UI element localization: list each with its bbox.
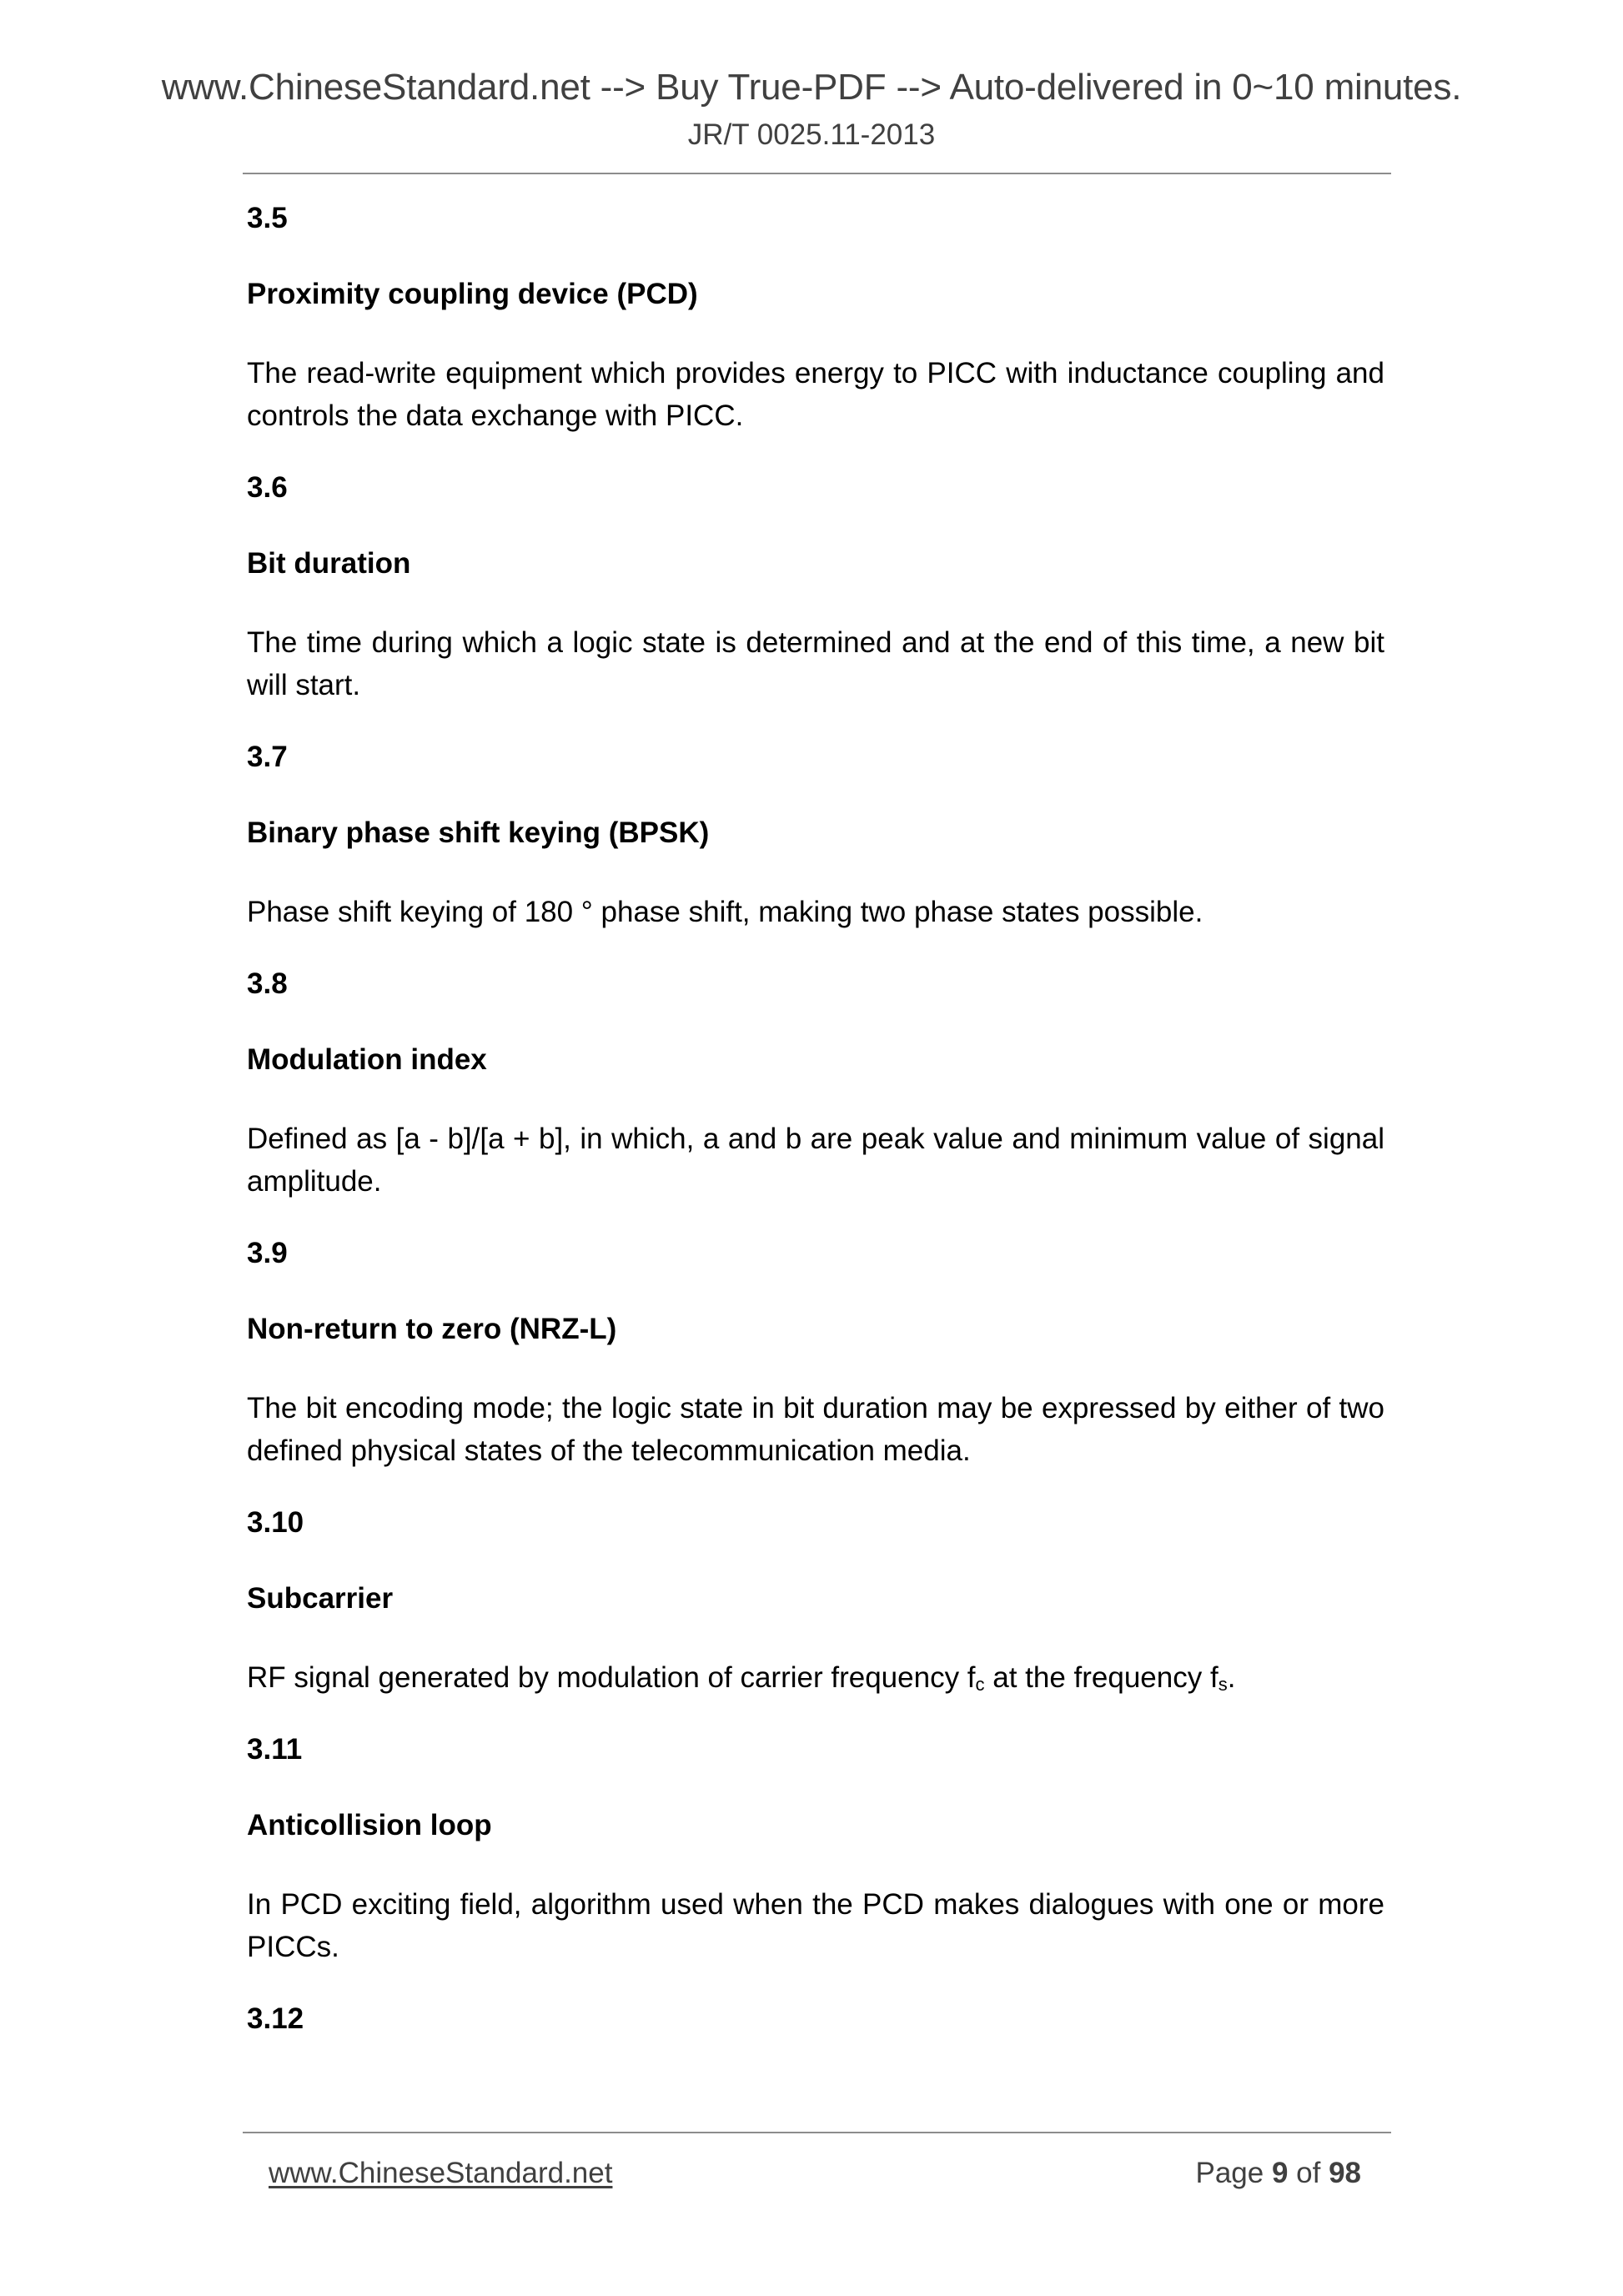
section-definition: Phase shift keying of 180 ° phase shift, making two phase states possible. xyxy=(247,896,1203,928)
section-term: Binary phase shift keying (BPSK) xyxy=(247,816,710,849)
section-3-5 xyxy=(247,200,1384,437)
page-total: 98 xyxy=(1329,2157,1361,2189)
document-body xyxy=(247,200,1384,2077)
section-definition: The bit encoding mode; the logic state in bit duration may be expressed by either of two defined physical states of the telecommunication media. xyxy=(247,1392,1384,1467)
section-3-6 xyxy=(247,470,1384,706)
section-term: Proximity coupling device (PCD) xyxy=(247,278,698,310)
footer-divider xyxy=(243,2132,1391,2133)
header-divider xyxy=(243,173,1391,174)
section-number: 3.6 xyxy=(247,471,288,504)
section-term: Modulation index xyxy=(247,1043,487,1076)
section-3-11 xyxy=(247,1731,1384,1968)
section-3-12 xyxy=(247,2001,1384,2037)
definition-text: RF signal generated by modulation of carrier frequency f xyxy=(247,1661,976,1694)
section-number: 3.11 xyxy=(247,1733,303,1766)
header-banner: www.ChineseStandard.net --> Buy True-PDF --> Auto-delivered in 0~10 minutes. xyxy=(161,67,1462,108)
section-term: Non-return to zero (NRZ-L) xyxy=(247,1313,617,1345)
section-3-8 xyxy=(247,966,1384,1203)
page-indicator xyxy=(1195,2155,1361,2192)
section-3-10 xyxy=(247,1505,1384,1699)
section-number: 3.8 xyxy=(247,967,288,1000)
section-number: 3.5 xyxy=(247,202,288,234)
section-term: Bit duration xyxy=(247,547,411,580)
subscript-c: c xyxy=(975,1674,985,1695)
section-3-7 xyxy=(247,739,1384,933)
section-3-9 xyxy=(247,1235,1384,1472)
section-definition xyxy=(247,1656,1384,1699)
section-term: Subcarrier xyxy=(247,1582,394,1615)
section-definition: The read-write equipment which provides energy to PICC with inductance coupling and controls the data exchange with PICC. xyxy=(247,357,1384,432)
standard-id: JR/T 0025.11-2013 xyxy=(687,118,936,151)
footer-website-link[interactable]: www.ChineseStandard.net xyxy=(269,2157,613,2189)
section-definition: In PCD exciting field, algorithm used when the PCD makes dialogues with one or more PICCs. xyxy=(247,1888,1384,1963)
section-term: Anticollision loop xyxy=(247,1809,492,1841)
section-number: 3.9 xyxy=(247,1237,288,1269)
definition-text: at the frequency f xyxy=(984,1661,1219,1694)
page-current: 9 xyxy=(1271,2157,1289,2189)
section-definition: The time during which a logic state is determined and at the end of this time, a new bit will start. xyxy=(247,626,1384,701)
section-number: 3.10 xyxy=(247,1506,304,1539)
page-prefix: Page xyxy=(1195,2157,1272,2189)
section-definition: Defined as [a - b]/[a + b], in which, a and b are peak value and minimum value of signal amplitude. xyxy=(247,1123,1384,1198)
subscript-s: s xyxy=(1218,1674,1228,1695)
section-number: 3.12 xyxy=(247,2002,304,2035)
section-number: 3.7 xyxy=(247,741,288,773)
definition-text: . xyxy=(1227,1661,1236,1694)
page-mid: of xyxy=(1288,2157,1329,2189)
